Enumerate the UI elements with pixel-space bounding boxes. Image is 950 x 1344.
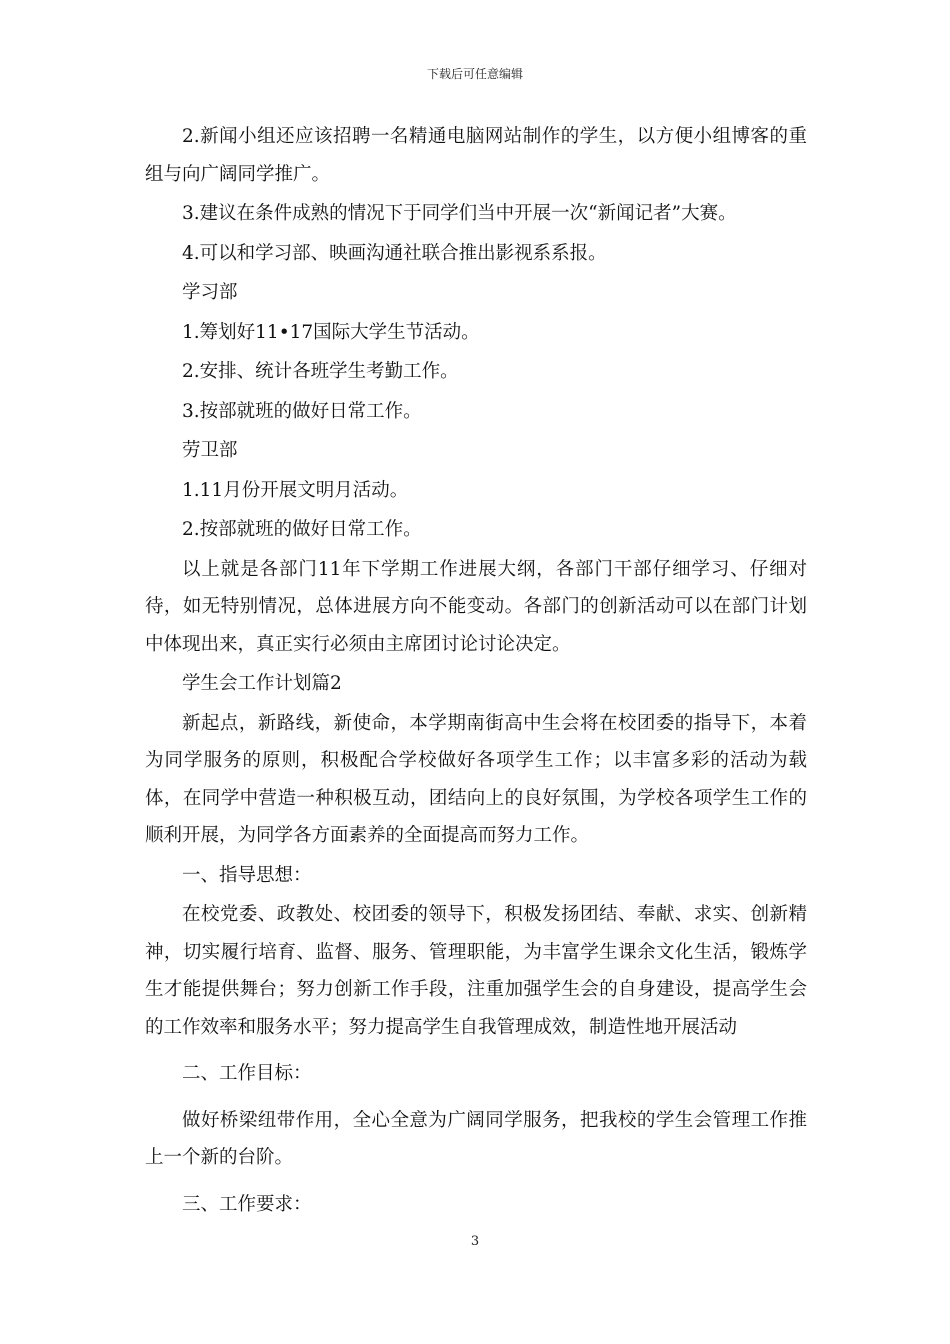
- paragraph-study-festival: 1.筹划好11•17国际大学生节活动。: [182, 321, 480, 343]
- paragraph-guiding-ideology: 在校党委、政教处、校团委的领导下，积极发扬团结、奉献、求实、创新精神，切实履行培育、监督、服务、管理职能，为丰富学生课余文化生活，锻炼学生才能提供舞台；努力创新工作手段，注重加强学生会的自身建设，提高学生会的工作效率和服务水平；努力提高学生自我管理成效，制造性地开展活动: [145, 904, 807, 1038]
- paragraph-news-recruit: 2.新闻小组还应该招聘一名精通电脑网站制作的学生，以方便小组博客的重组与向广阔同学推广。: [145, 126, 807, 185]
- section-title-plan-2: 学生会工作计划篇2: [182, 673, 342, 694]
- heading-guiding-ideology: 一、指导思想：: [182, 864, 312, 886]
- section-heading-labor-dept: 劳卫部: [182, 440, 238, 461]
- paragraph-news-joint-paper: 4.可以和学习部、映画沟通社联合推出影视系系报。: [182, 242, 607, 264]
- paragraph-news-contest: 3.建议在条件成熟的情况下于同学们当中开展一次“新闻记者”大赛。: [182, 203, 737, 224]
- paragraph-labor-routine: 2.按部就班的做好日常工作。: [182, 519, 422, 540]
- heading-work-goals: 二、工作目标：: [182, 1063, 312, 1084]
- paragraph-intro: 新起点，新路线，新使命，本学期南街高中生会将在校团委的指导下，本着为同学服务的原则，积极配合学校做好各项学生工作；以丰富多彩的活动为载体，在同学中营造一种积极互动，团结向上的良好氛围，为学校各项学生工作的顺利开展，为同学各方面素养的全面提高而努力工作。: [145, 712, 807, 846]
- paragraph-study-attendance: 2.安排、统计各班学生考勤工作。: [182, 361, 459, 382]
- page-number: 3: [470, 1234, 480, 1249]
- heading-work-requirements: 三、工作要求：: [182, 1193, 312, 1215]
- paragraph-work-goals: 做好桥梁纽带作用，全心全意为广阔同学服务，把我校的学生会管理工作推上一个新的台阶。: [145, 1109, 807, 1168]
- document-body: [145, 118, 807, 1223]
- paragraph-labor-civility-month: 1.11月份开展文明月活动。: [182, 479, 409, 501]
- paragraph-summary: 以上就是各部门11年下学期工作进展大纲，各部门干部仔细学习、仔细对待，如无特别情况，总体进展方向不能变动。各部门的创新活动可以在部门计划中体现出来，真正实行必须由主席团讨论讨论决定。: [145, 558, 807, 655]
- paragraph-study-routine: 3.按部就班的做好日常工作。: [182, 400, 422, 422]
- page-header: 下载后可任意编辑: [426, 67, 523, 81]
- section-heading-study-dept: 学习部: [182, 282, 238, 303]
